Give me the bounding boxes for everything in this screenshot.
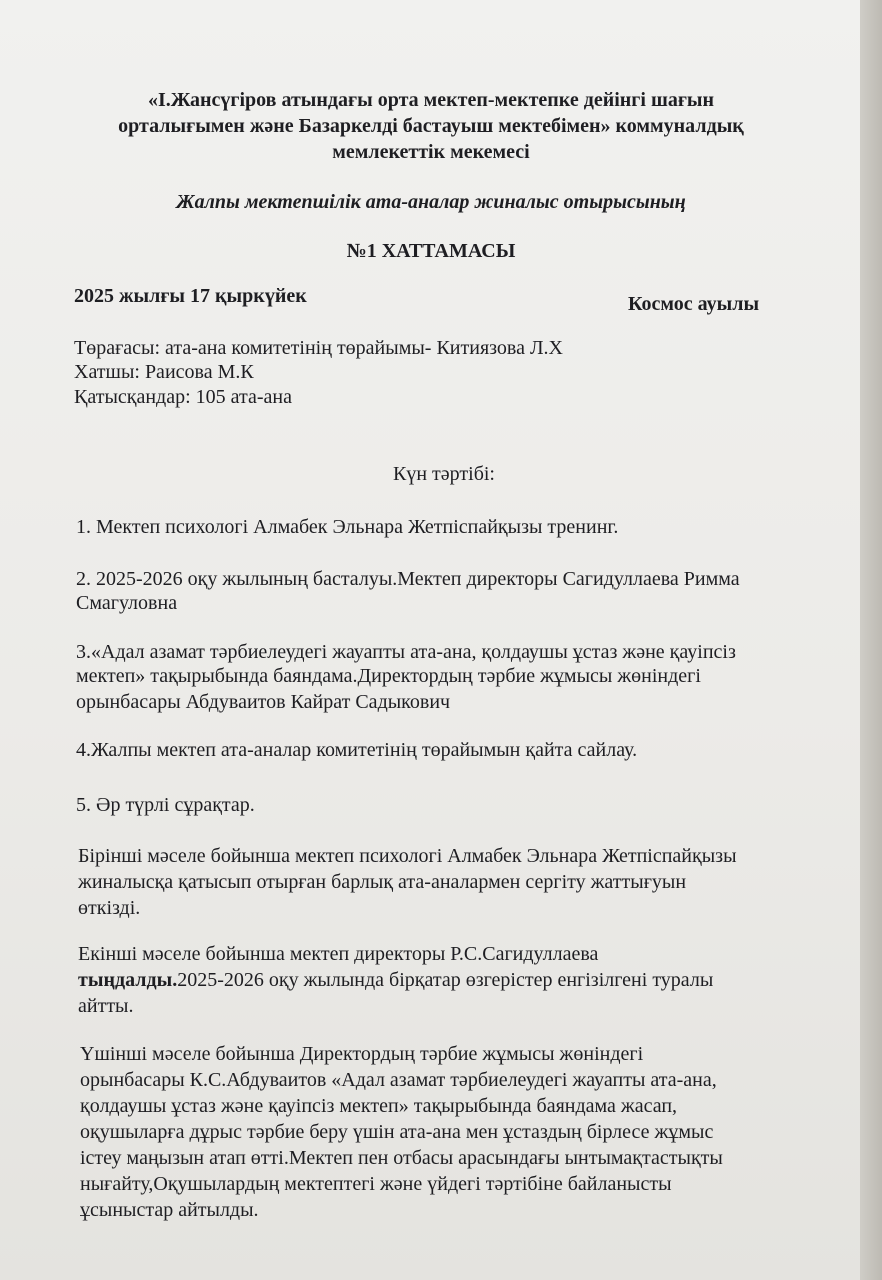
agenda-item-4: 4.Жалпы мектеп ата-аналар комитетінің төрайымын қайта сайлау. [76,739,638,761]
third-issue-line-2: орынбасары К.С.Абдуваитов «Адал азамат тәрбиелеудегі жауапты ата-ана, [80,1069,717,1091]
meeting-place: Космос ауылы [628,293,760,315]
heard-bold-word: тыңдалды. [78,969,178,991]
agenda-item-3-line-1: 3.«Адал азамат тәрбиелеудегі жауапты ата-ана, қолдаушы ұстаз және қауіпсіз [76,641,736,663]
institution-line-1: «І.Жансүгіров атындағы орта мектеп-мектепке дейінгі шағын [147,89,715,111]
institution-line-2: орталығымен және Базаркелді бастауыш мектебімен» коммуналдық [118,115,744,137]
agenda-item-5: 5. Әр түрлі сұрақтар. [76,794,255,816]
third-issue-line-4: оқушыларға дұрыс тәрбие беру үшін ата-ана мен ұстаздың бірлесе жұмыс [80,1121,714,1143]
third-issue-line-6: нығайту,Оқушылардың мектептегі және үйдегі тәртібіне байланысты [80,1173,672,1195]
second-issue-line-1: Екінші мәселе бойынша мектеп директоры Р.С.Сагидуллаева [78,943,599,965]
third-issue-line-5: істеу маңызын атап өтті.Мектеп пен отбасы арасындағы ынтымақтастықты [80,1147,723,1169]
first-issue-line-3: өткізді. [78,897,141,919]
first-issue-line-2: жиналысқа қатысып отырған барлық ата-аналармен сергіту жаттығуын [78,871,687,893]
protocol-title: №1 ХАТТАМАСЫ [346,240,516,262]
second-issue-line-3: айтты. [78,995,134,1017]
secretary-line: Хатшы: Раисова М.К [74,361,254,383]
second-issue-line-2-rest: 2025-2026 оқу жылында бірқатар өзгерістер енгізілгені туралы [177,969,714,991]
page-edge-shadow [860,0,882,1280]
meeting-title: Жалпы мектепшілік ата-аналар жиналыс отырысының [176,191,686,213]
chair-line: Төрағасы: ата-ана комитетінің төрайымы- Китиязова Л.Х [74,337,563,359]
first-issue-line-1: Бірінші мәселе бойынша мектеп психологі Алмабек Эльнара Жетпіспайқызы [78,845,737,867]
third-issue-line-1: Үшінші мәселе бойынша Директордың тәрбие жұмысы жөніндегі [80,1043,644,1065]
agenda-item-2-line-2: Смагуловна [76,592,178,614]
meeting-date: 2025 жылғы 17 қыркүйек [74,285,307,307]
agenda-item-2-line-1: 2. 2025-2026 оқу жылының басталуы.Мектеп директоры Сагидуллаева Римма [76,568,740,590]
third-issue-line-3: қолдаушы ұстаз және қауіпсіз мектеп» тақырыбында баяндама жасап, [80,1095,678,1117]
institution-line-3: мемлекеттік мекемесі [332,141,530,163]
agenda-item-3-line-2: мектеп» тақырыбында баяндама.Директордың тәрбие жұмысы жөніндегі [76,665,701,687]
agenda-item-1: 1. Мектеп психологі Алмабек Эльнара Жетпіспайқызы тренинг. [76,516,619,538]
agenda-item-3-line-3: орынбасары Абдуваитов Кайрат Садыкович [76,691,451,713]
participants-line: Қатысқандар: 105 ата-ана [74,386,292,408]
third-issue-line-7: ұсыныстар айтылды. [80,1199,259,1221]
agenda-heading: Күн тәртібі: [393,463,495,485]
second-issue-line-2 [78,968,713,992]
